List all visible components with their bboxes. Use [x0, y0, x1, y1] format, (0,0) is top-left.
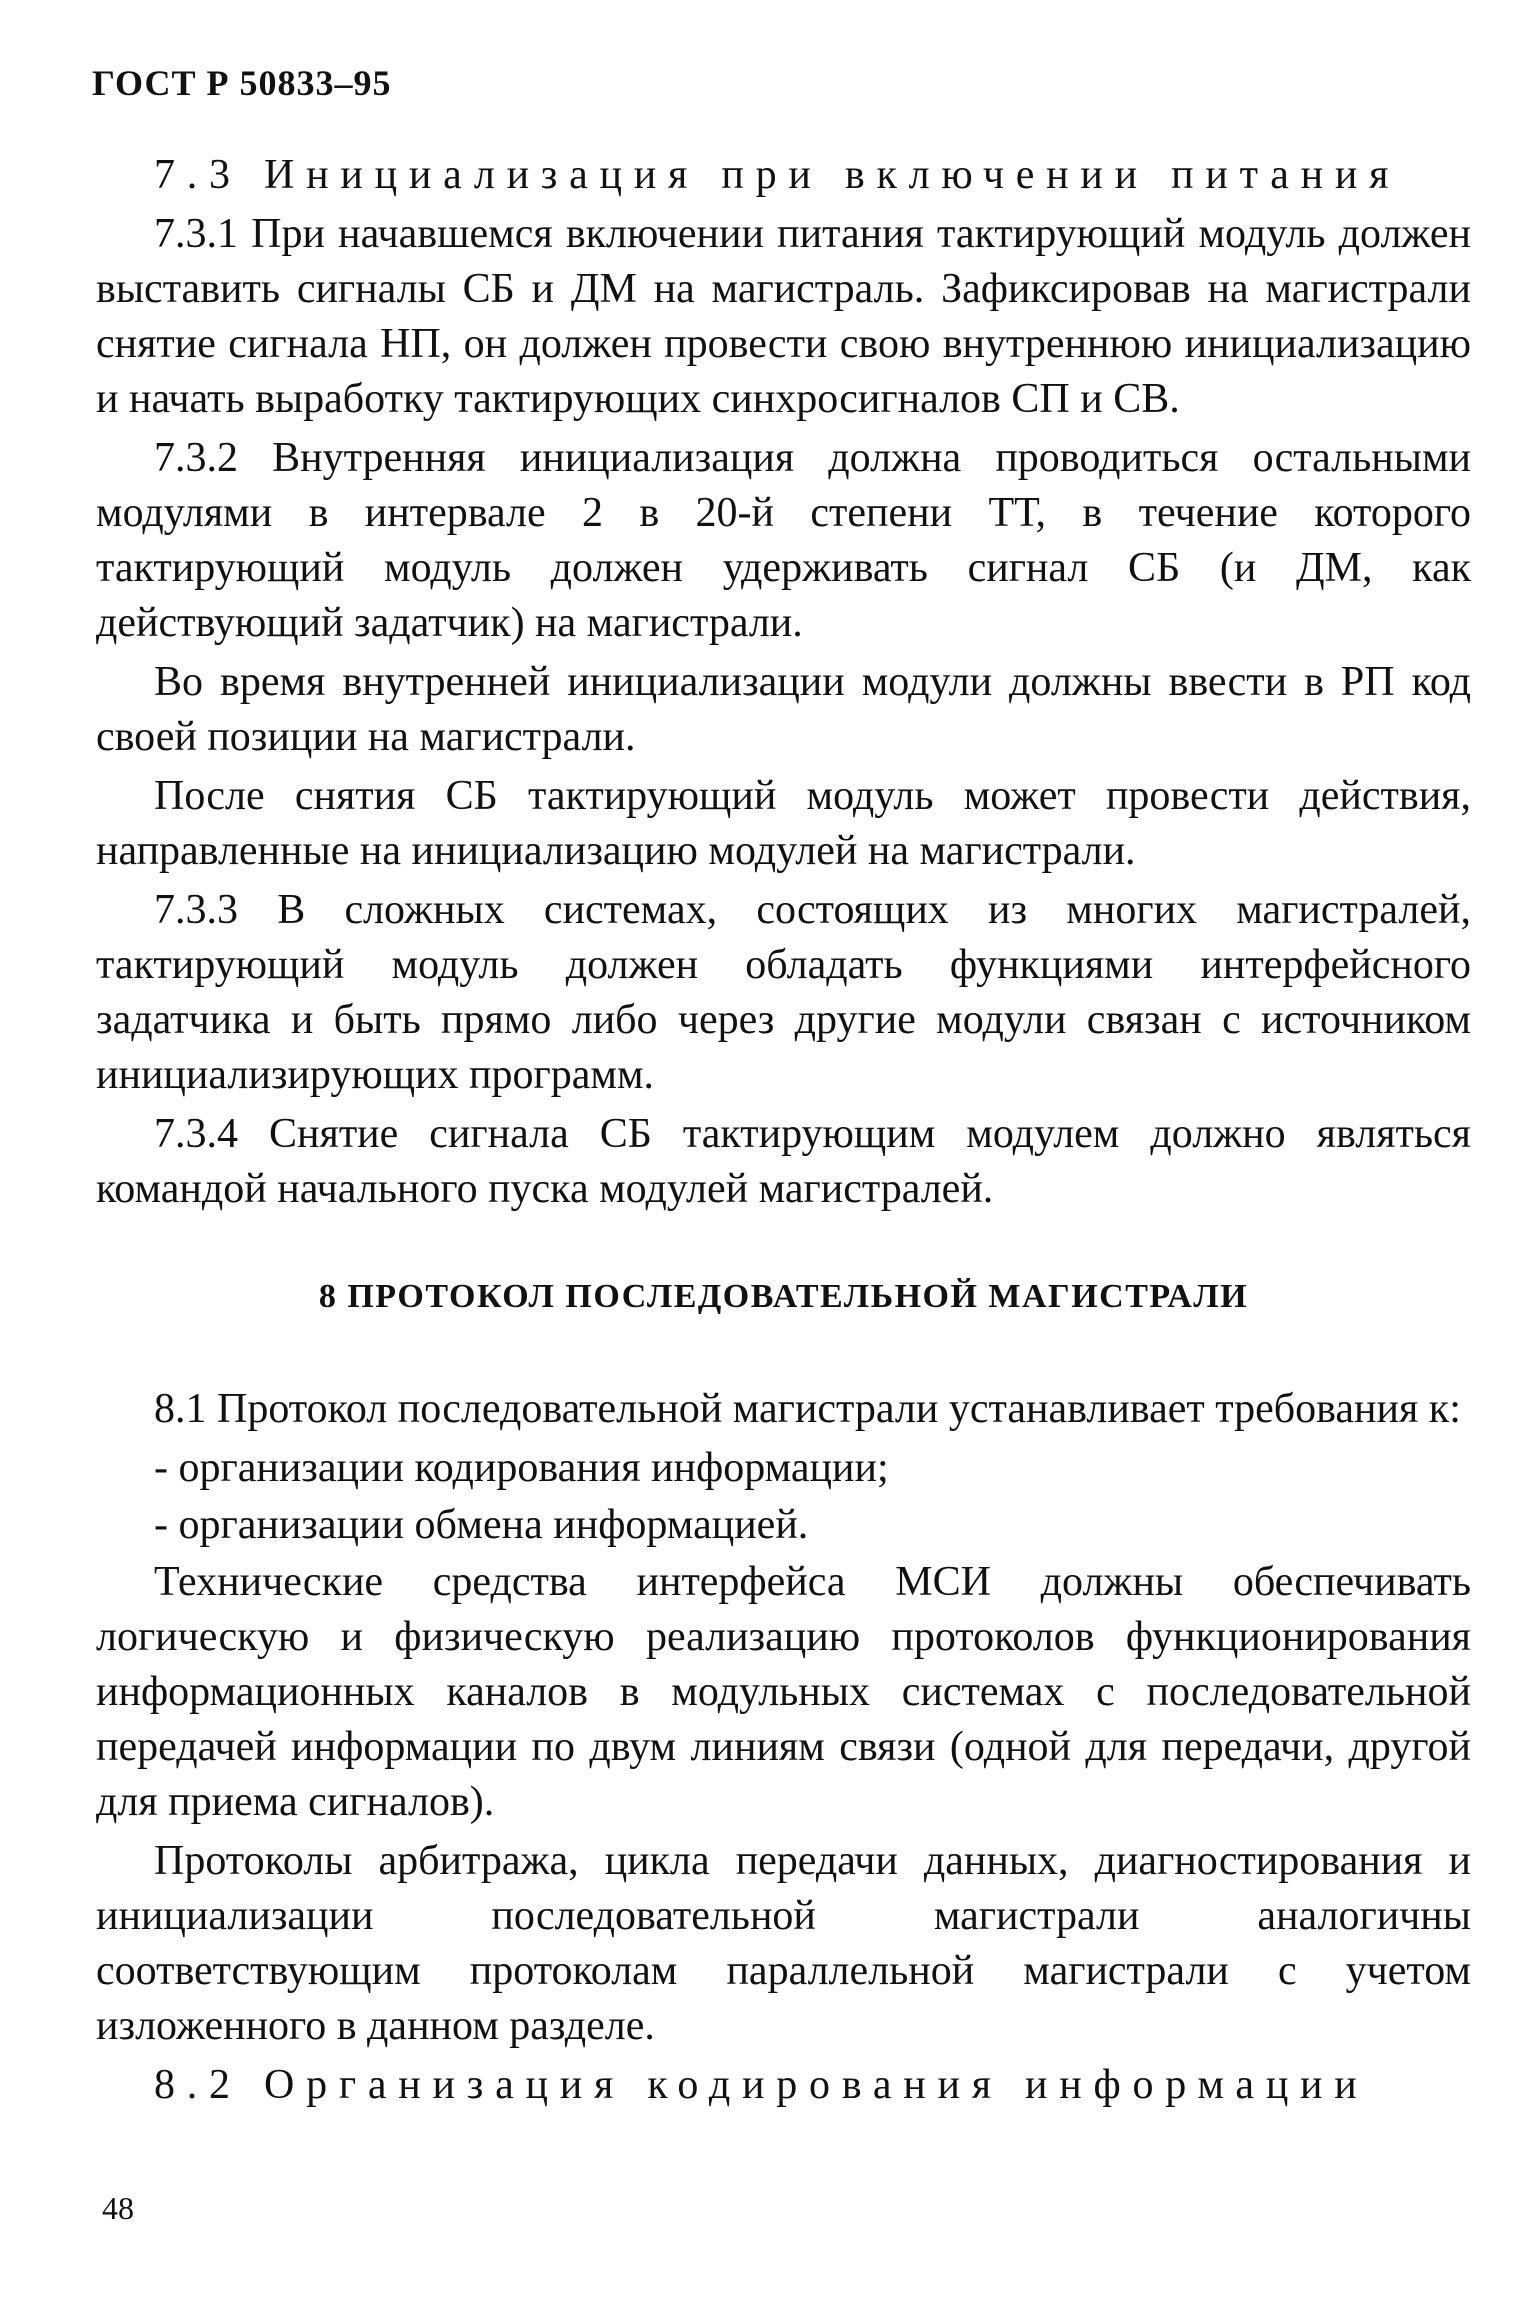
paragraph-7-3-2: 7.3.2 Внутренняя инициализация должна проводиться остальными модулями в интервале 2 в 20-й степени ТТ, в течение которого тактирующий модуль должен удерживать сигнал СБ (и ДМ, как действующий задатчик) на магистрали.	[96, 435, 1471, 646]
document-body	[96, 148, 1471, 2117]
paragraph-7-3-2-continued: Во время внутренней инициализации модули должны ввести в РП код своей позиции на магистрали.	[96, 659, 1471, 760]
list-item: - организации обмена информацией.	[154, 1502, 809, 1548]
page-number: 48	[102, 2190, 134, 2226]
paragraph-8-1-continued: Технические средства интерфейса МСИ должны обеспечивать логическую и физическую реализацию протоколов функционирования информационных каналов в модульных системах с последовательной передачей информации по двум линиям связи (одной для передачи, другой для приема сигналов).	[96, 1559, 1471, 1825]
paragraph-7-3-3: 7.3.3 В сложных системах, состоящих из многих магистралей, тактирующий модуль должен обладать функциями интерфейсного задатчика и быть прямо либо через другие модули связан с источником инициализирующих программ.	[96, 887, 1471, 1098]
list-item: - организации кодирования информации;	[154, 1445, 889, 1491]
paragraph-7-3-1: 7.3.1 При начавшемся включении питания тактирующий модуль должен выставить сигналы СБ и ДМ на магистраль. Зафиксировав на магистрали снятие сигнала НП, он должен провести свою внутреннюю инициализацию и начать выработку тактирующих синхросигналов СП и СВ.	[96, 211, 1471, 422]
paragraph-7-3-4: 7.3.4 Снятие сигнала СБ тактирующим модулем должно являться командой начального пуска модулей магистралей.	[96, 1111, 1471, 1212]
paragraph-8-1-final: Протоколы арбитража, цикла передачи данных, диагностирования и инициализации последовательной магистрали аналогичны соответствующим протоколам параллельной магистрали с учетом изложенного в данном разделе.	[96, 1838, 1471, 2049]
section-8-heading: 8 ПРОТОКОЛ ПОСЛЕДОВАТЕЛЬНОЙ МАГИСТРАЛИ	[318, 1278, 1249, 1315]
document-header: ГОСТ Р 50833–95	[92, 63, 392, 103]
subsection-heading-7-3: 7.3 Инициализация при включении питания	[154, 152, 1401, 198]
paragraph-8-1: 8.1 Протокол последовательной магистрали устанавливает требования к:	[154, 1386, 1461, 1432]
paragraph-7-3-2-final: После снятия СБ тактирующий модуль может провести действия, направленные на инициализацию модулей на магистрали.	[96, 773, 1471, 874]
subsection-heading-8-2: 8.2 Организация кодирования информации	[154, 2062, 1369, 2108]
